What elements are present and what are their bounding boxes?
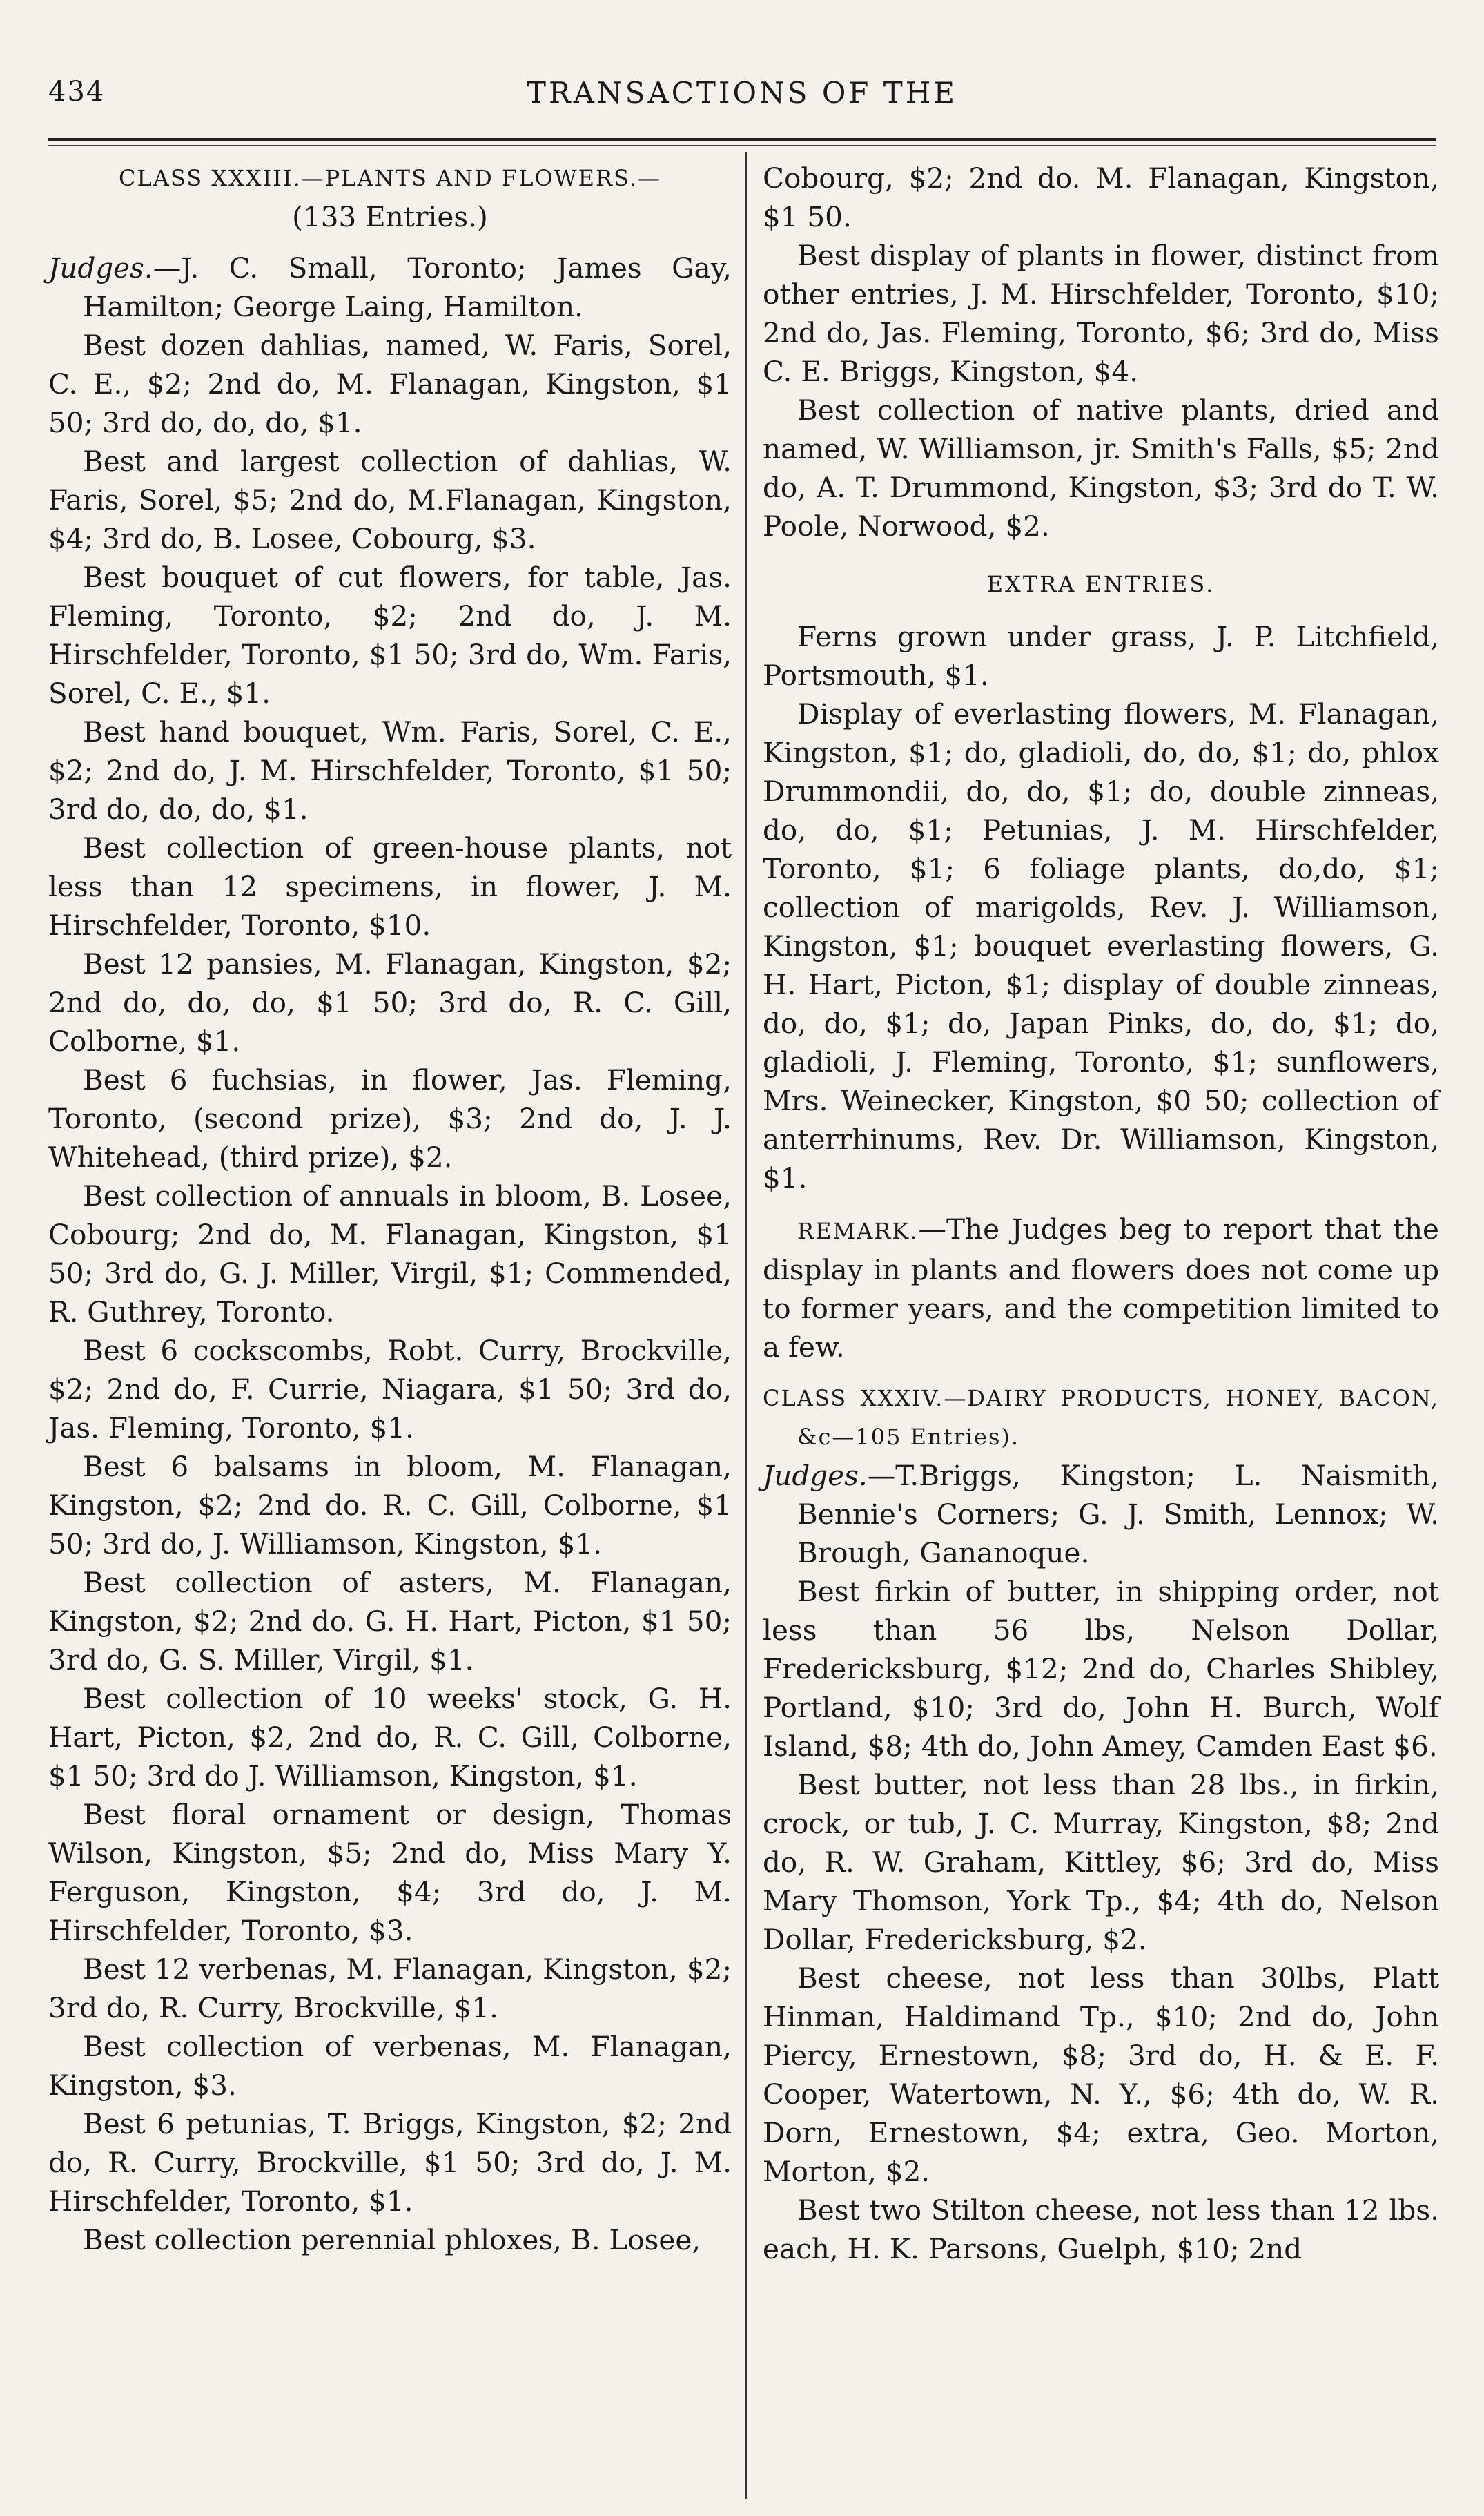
column-divider — [745, 152, 747, 2499]
remark-paragraph — [763, 1210, 1439, 1366]
judges-text: —J. C. Small, Toronto; James Gay, Hamilton; George Laing, Hamilton. — [83, 251, 732, 323]
list-item: Best 12 verbenas, M. Flanagan, Kingston, $2; 3rd do, R. Curry, Brockville, $1. — [48, 1953, 732, 2024]
list-item: Best two Stilton cheese, not less than 12 lbs. each, H. K. Parsons, Guelph, $10; 2nd — [763, 2194, 1439, 2265]
header-rule — [48, 138, 1436, 141]
header-rule-thin — [48, 145, 1436, 146]
judges-line — [48, 249, 732, 326]
page-number: 434 — [48, 76, 106, 108]
judges-line-dairy — [763, 1456, 1439, 1572]
list-item: Best collection of green-house plants, not less than 12 specimens, in flower, J. M. Hirschfelder, Toronto, $10. — [48, 831, 732, 942]
continued-text: Cobourg, $2; 2nd do. M. Flanagan, Kingston, $1 50. — [763, 162, 1439, 233]
list-item: Best butter, not less than 28 lbs., in firkin, crock, or tub, J. C. Murray, Kingston, $8; 2nd do, R. W. Graham, Kittley, $6; 3rd do, Miss Mary Thomson, York Tp., $4; 4th do, Nelson Dollar, Fredericksburg, $2. — [763, 1768, 1439, 1956]
list-item: Best 6 cockscombs, Robt. Curry, Brockville, $2; 2nd do, F. Currie, Niagara, $1 50; 3rd do, Jas. Fleming, Toronto, $1. — [48, 1334, 732, 1444]
list-item: Best hand bouquet, Wm. Faris, Sorel, C. E., $2; 2nd do, J. M. Hirschfelder, Toronto, $1 50; 3rd do, do, do, $1. — [48, 715, 732, 826]
list-item: Best collection of verbenas, M. Flanagan, Kingston, $3. — [48, 2030, 732, 2102]
list-item: Best collection of annuals in bloom, B. Losee, Cobourg; 2nd do, M. Flanagan, Kingston, $1 50; 3rd do, G. J. Miller, Virgil, $1; Commended, R. Guthrey, Toronto. — [48, 1179, 732, 1328]
list-item: Best collection perennial phloxes, B. Losee, — [83, 2223, 701, 2256]
list-item: Best collection of 10 weeks' stock, G. H. Hart, Picton, $2, 2nd do, R. C. Gill, Colborne, $1 50; 3rd do J. Williamson, Kingston, $1. — [48, 1682, 732, 1792]
list-item: Best bouquet of cut flowers, for table, Jas. Fleming, Toronto, $2; 2nd do, J. M. Hirschfelder, Toronto, $1 50; 3rd do, Wm. Faris, Sorel, C. E., $1. — [48, 561, 732, 710]
running-title: TRANSACTIONS OF THE — [526, 76, 958, 110]
remark-text: —The Judges beg to report that the display in plants and flowers does not come up to former years, and the competition limited to a few. — [763, 1212, 1439, 1364]
remark-label: REMARK. — [797, 1218, 919, 1244]
class-heading-dairy: CLASS XXXIV.—DAIRY PRODUCTS, HONEY, BACON, &c—105 Entries). — [763, 1385, 1439, 1450]
list-item: Best 12 pansies, M. Flanagan, Kingston, $2; 2nd do, do, do, $1 50; 3rd do, R. C. Gill, Colborne, $1. — [48, 947, 732, 1058]
entries-count: (133 Entries.) — [292, 200, 488, 233]
list-item: Best floral ornament or design, Thomas Wilson, Kingston, $5; 2nd do, Miss Mary Y. Ferguson, Kingston, $4; 3rd do, J. M. Hirschfelder, Toronto, $3. — [48, 1798, 732, 1947]
list-item: Best display of plants in flower, distinct from other entries, J. M. Hirschfelder, Toronto, $10; 2nd do, Jas. Fleming, Toronto, $6; 3rd do, Miss C. E. Briggs, Kingston, $4. — [763, 239, 1439, 388]
list-item: Best firkin of butter, in shipping order, not less than 56 lbs, Nelson Dollar, Fredericksburg, $12; 2nd do, Charles Shibley, Portland, $10; 3rd do, John H. Burch, Wolf Island, $8; 4th do, John Amey, Camden East $6. — [763, 1575, 1439, 1763]
list-item: Best collection of native plants, dried and named, W. Williamson, jr. Smith's Falls, $5; 2nd do, A. T. Drummond, Kingston, $3; 3rd do T. W. Poole, Norwood, $2. — [763, 394, 1439, 543]
class-heading: CLASS XXXIII.—PLANTS AND FLOWERS.— — [119, 165, 661, 191]
list-item: Best dozen dahlias, named, W. Faris, Sorel, C. E., $2; 2nd do, M. Flanagan, Kingston, $1 50; 3rd do, do, do, $1. — [48, 329, 732, 439]
right-column — [763, 159, 1439, 2268]
list-item: Best collection of asters, M. Flanagan, Kingston, $2; 2nd do. G. H. Hart, Picton, $1 50; 3rd do, G. S. Miller, Virgil, $1. — [48, 1566, 732, 1676]
list-item: Best 6 petunias, T. Briggs, Kingston, $2; 2nd do, R. Curry, Brockville, $1 50; 3rd do, J. M. Hirschfelder, Toronto, $1. — [48, 2107, 732, 2218]
judges-label: Judges. — [48, 251, 153, 284]
list-item: Best and largest collection of dahlias, W. Faris, Sorel, $5; 2nd do, M.Flanagan, Kingston, $4; 3rd do, B. Losee, Cobourg, $3. — [48, 445, 732, 555]
left-column — [48, 159, 732, 2259]
list-item: Best 6 fuchsias, in flower, Jas. Fleming, Toronto, (second prize), $3; 2nd do, J. J. Whitehead, (third prize), $2. — [48, 1063, 732, 1174]
list-item: Best 6 balsams in bloom, M. Flanagan, Kingston, $2; 2nd do. R. C. Gill, Colborne, $1 50; 3rd do, J. Williamson, Kingston, $1. — [48, 1450, 732, 1560]
list-item: Display of everlasting flowers, M. Flanagan, Kingston, $1; do, gladioli, do, do, $1; do, phlox Drummondii, do, do, $1; do, double zinneas, do, do, $1; Petunias, J. M. Hirschfelder, Toronto, $1; 6 foliage plants, do,do, $1; collection of marigolds, Rev. J. Williamson, Kingston, $1; bouquet everlasting flowers, G. H. Hart, Picton, $1; display of double zinneas, do, do, $1; do, Japan Pinks, do, do, $1; do, gladioli, J. Fleming, Toronto, $1; sunflowers, Mrs. Weinecker, Kingston, $0 50; collection of anterrhinums, Rev. Dr. Williamson, Kingston, $1. — [763, 697, 1439, 1194]
list-item: Ferns grown under grass, J. P. Litchfield, Portsmouth, $1. — [763, 620, 1439, 692]
judges-label: Judges. — [763, 1459, 868, 1492]
extra-entries-heading: EXTRA ENTRIES. — [986, 571, 1215, 597]
page-header — [48, 76, 1436, 131]
judges-text: —T.Briggs, Kingston; L. Naismith, Bennie's Corners; G. J. Smith, Lennox; W. Brough, Gananoque. — [797, 1459, 1439, 1569]
list-item: Best cheese, not less than 30lbs, Platt Hinman, Haldimand Tp., $10; 2nd do, John Piercy, Ernestown, $8; 3rd do, H. & E. F. Cooper, Watertown, N. Y., $6; 4th do, W. R. Dorn, Ernestown, $4; extra, Geo. Morton, Morton, $2. — [763, 1962, 1439, 2188]
